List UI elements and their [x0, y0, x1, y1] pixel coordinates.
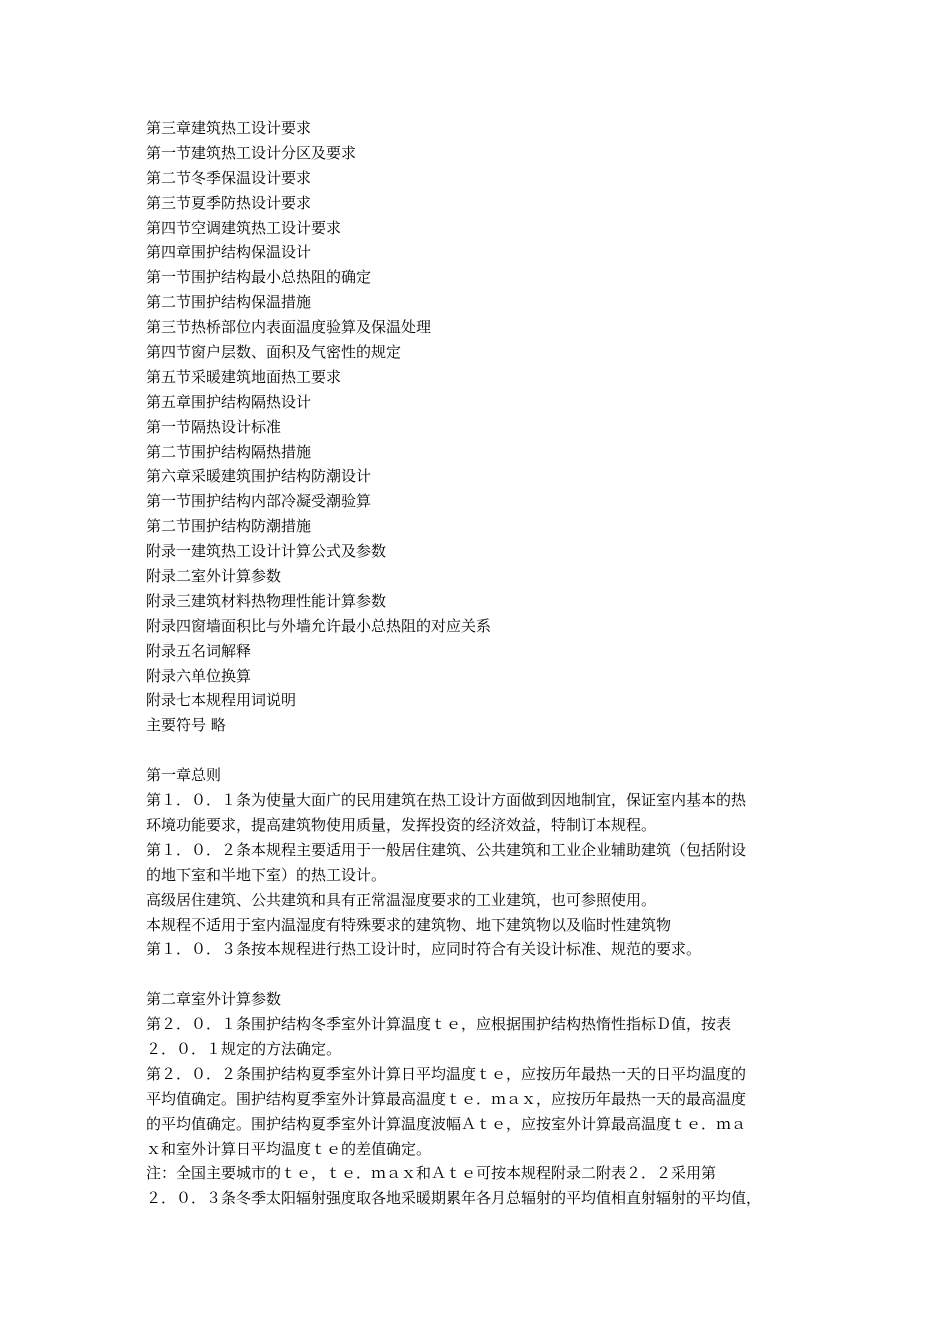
toc-item: 附录七本规程用词说明: [146, 691, 297, 710]
body-text-line: ｘ和室外计算日平均温度ｔｅ的差值确定。: [146, 1139, 432, 1158]
toc-item: 第二节围护结构保温措施: [146, 293, 312, 312]
toc-item: 第一节建筑热工设计分区及要求: [146, 143, 357, 162]
section-spacer: [146, 962, 814, 987]
chapter-2-section: [146, 987, 814, 1211]
body-text-line: 第１．０．２条本规程主要适用于一般居住建筑、公共建筑和工业企业辅助建筑（包括附设: [146, 840, 747, 859]
toc-item: 第二节围护结构防潮措施: [146, 517, 312, 536]
toc-item: 附录六单位换算: [146, 666, 252, 685]
toc-item: 附录三建筑材料热物理性能计算参数: [146, 591, 387, 610]
toc-item: 附录五名词解释: [146, 641, 252, 660]
toc-item: 第一节隔热设计标准: [146, 417, 282, 436]
chapter-heading: 第二章室外计算参数: [146, 990, 282, 1009]
toc-item: 第三节热桥部位内表面温度验算及保温处理: [146, 318, 432, 337]
toc-item: 第二节围护结构隔热措施: [146, 442, 312, 461]
body-text-line: 环境功能要求，提高建筑物使用质量，发挥投资的经济效益，特制订本规程。: [146, 815, 657, 834]
section-spacer: [146, 738, 814, 763]
toc-item: 第六章采暖建筑围护结构防潮设计: [146, 467, 372, 486]
chapter-heading: 第一章总则: [146, 766, 222, 785]
toc-item: 第一节围护结构内部冷凝受潮验算: [146, 492, 372, 511]
body-text-line: 的平均值确定。围护结构夏季室外计算温度波幅Ａｔｅ，应按室外计算最高温度ｔｅ．ｍａ: [146, 1114, 747, 1133]
body-text-line: 高级居住建筑、公共建筑和具有正常温湿度要求的工业建筑，也可参照使用。: [146, 890, 657, 909]
table-of-contents: [146, 116, 814, 738]
toc-item: 附录四窗墙面积比与外墙允许最小总热阻的对应关系: [146, 616, 492, 635]
toc-item: 附录一建筑热工设计计算公式及参数: [146, 542, 387, 561]
toc-item: 第四节窗户层数、面积及气密性的规定: [146, 343, 402, 362]
toc-item: 第一节围护结构最小总热阻的确定: [146, 268, 372, 287]
body-text-line: 平均值确定。围护结构夏季室外计算最高温度ｔｅ．ｍａｘ，应按历年最热一天的最高温度: [146, 1089, 747, 1108]
body-text-line: 本规程不适用于室内温湿度有特殊要求的建筑物、地下建筑物以及临时性建筑物: [146, 915, 672, 934]
toc-item: 第五章围护结构隔热设计: [146, 392, 312, 411]
body-text-line: 第２．０．１条围护结构冬季室外计算温度ｔｅ，应根据围护结构热惰性指标Ｄ值，按表: [146, 1015, 732, 1034]
toc-item: 附录二室外计算参数: [146, 567, 282, 586]
chapter-1-section: [146, 763, 814, 962]
toc-item: 第三章建筑热工设计要求: [146, 119, 312, 137]
toc-item: 第四章围护结构保温设计: [146, 243, 312, 262]
toc-item: 第四节空调建筑热工设计要求: [146, 218, 342, 237]
body-text-line: ２．０．３条冬季太阳辐射强度取各地采暖期累年各月总辐射的平均值相直射辐射的平均值，: [146, 1189, 762, 1208]
body-text-line: ２．０．１规定的方法确定。: [146, 1039, 342, 1058]
toc-item: 第五节采暖建筑地面热工要求: [146, 367, 342, 386]
body-text-line: 第１．０．１条为使量大面广的民用建筑在热工设计方面做到因地制宜，保证室内基本的热: [146, 791, 747, 810]
toc-item: 主要符号 略: [146, 716, 226, 735]
toc-item: 第二节冬季保温设计要求: [146, 168, 312, 187]
note-text-line: 注：全国主要城市的ｔｅ，ｔｅ．ｍａｘ和Ａｔｅ可按本规程附录二附表２．２采用第: [146, 1164, 717, 1183]
body-text-line: 的地下室和半地下室）的热工设计。: [146, 865, 387, 884]
document-page: [146, 116, 814, 1211]
toc-item: 第三节夏季防热设计要求: [146, 193, 312, 212]
body-text-line: 第２．０．２条围护结构夏季室外计算日平均温度ｔｅ，应按历年最热一天的日平均温度的: [146, 1064, 747, 1083]
body-text-line: 第１．０．３条按本规程进行热工设计时，应同时符合有关设计标准、规范的要求。: [146, 940, 702, 959]
